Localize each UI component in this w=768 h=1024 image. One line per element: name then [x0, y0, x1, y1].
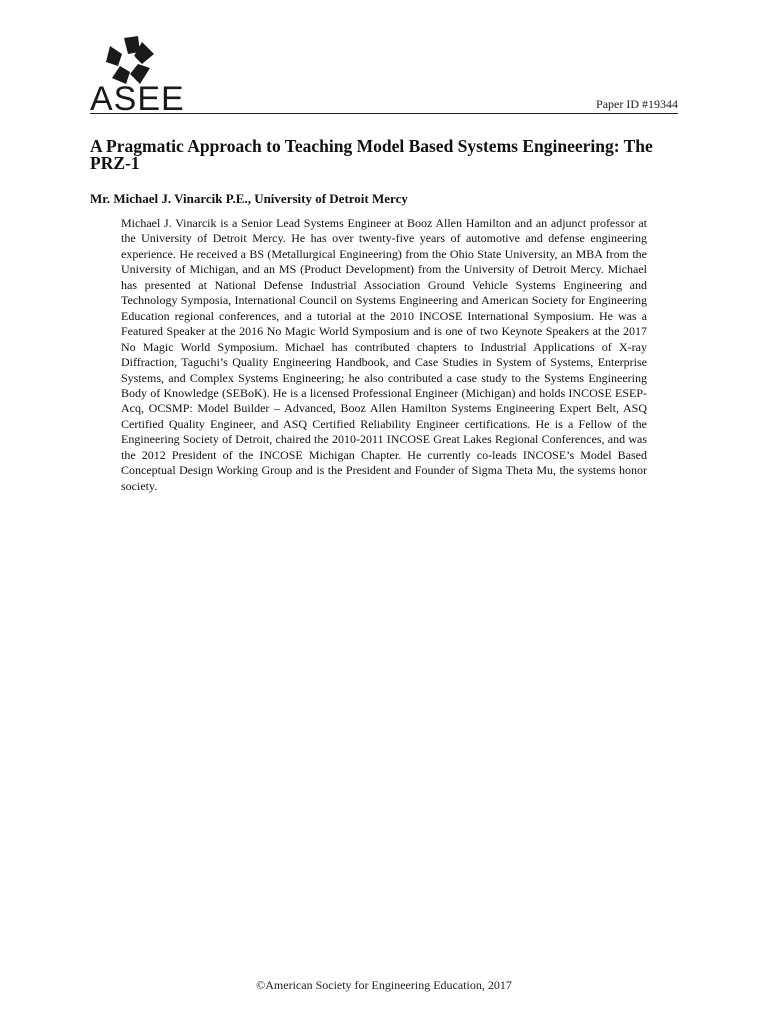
- logo-text: ASEE: [90, 80, 185, 118]
- author-line: Mr. Michael J. Vinarcik P.E., University of Detroit Mercy: [90, 191, 408, 206]
- paper-id: Paper ID #19344: [596, 97, 678, 111]
- asee-pinwheel-logo-icon: [104, 36, 156, 86]
- paper-title: A Pragmatic Approach to Teaching Model Based Systems Engineering: The PRZ-1: [90, 136, 653, 173]
- asee-logo: [90, 36, 185, 118]
- copyright-footer: ©American Society for Engineering Education, 2017: [256, 978, 512, 992]
- author-bio: Michael J. Vinarcik is a Senior Lead Systems Engineer at Booz Allen Hamilton and an adjunct professor at the University of Detroit Mercy. He has over twenty-five years of automotive and defense engineering experience. He received a BS (Metallurgical Engineering) from the Ohio State University, an MBA from the University of Michigan, and an MS (Product Development) from the University of Detroit Mercy. Michael has presented at National Defense Industrial Association Ground Vehicle Systems Engineering and Technology Symposia, International Council on Systems Engineering and American Society for Engineering Education regional conferences, and a tutorial at the 2010 INCOSE International Symposium. He was a Featured Speaker at the 2016 No Magic World Symposium and is one of two Keynote Speakers at the 2017 No Magic World Symposium. Michael has contributed chapters to Industrial Applications of X-ray Diffraction, Taguchi’s Quality Engineering Handbook, and Case Studies in System of Systems, Enterprise Systems, and Complex Systems Engineering; he also contributed a case study to the Systems Engineering Body of Knowledge (SEBoK). He is a licensed Professional Engineer (Michigan) and holds INCOSE ESEP-Acq, OCSMP: Model Builder – Advanced, Booz Allen Hamilton Systems Engineering Expert Belt, ASQ Certified Quality Engineer, and ASQ Certified Reliability Engineer certifications. He is a Fellow of the Engineering Society of Detroit, chaired the 2010-2011 INCOSE Great Lakes Regional Conferences, and was the 2012 President of the INCOSE Michigan Chapter. He currently co-leads INCOSE’s Model Based Conceptual Design Working Group and is the President and Founder of Sigma Theta Mu, the systems honor society.: [121, 216, 647, 493]
- header-rule: [90, 113, 678, 114]
